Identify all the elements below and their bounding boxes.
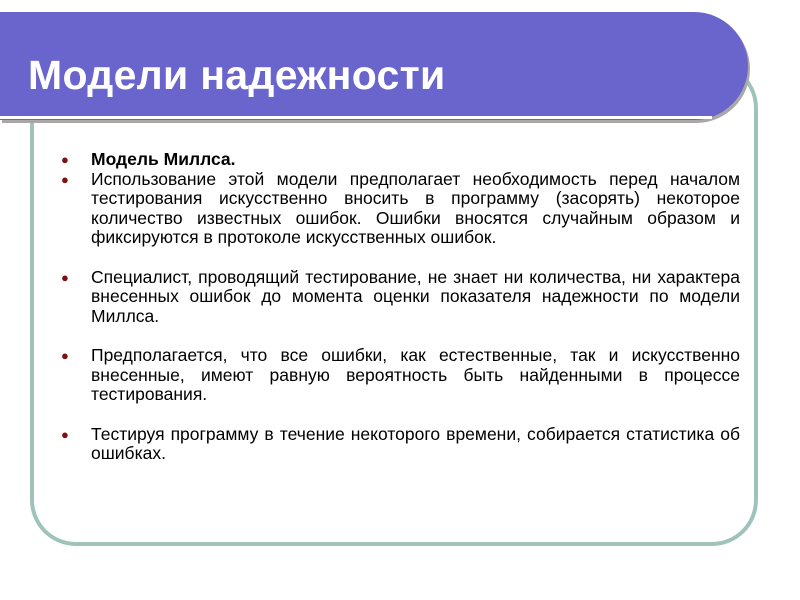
bullet-dot-icon: ● <box>61 426 69 442</box>
bullet-item-specialist <box>60 268 740 327</box>
slide-title: Модели надежности <box>28 52 446 98</box>
bullet-item-assumption <box>60 346 740 405</box>
bullet-text: Использование этой модели предполагает необходимость перед началом тестирования искусственно вносить в программу (засорять) некоторое количество известных ошибок. Ошибки вносятся случайным образом и фиксируются в протоколе искусственных ошибок. <box>91 168 740 247</box>
bullet-item-model-mills <box>60 150 740 170</box>
bullet-text: Модель Миллса. <box>91 149 236 169</box>
bullet-dot-icon: ● <box>61 152 69 167</box>
title-underline <box>0 116 712 119</box>
title-bar <box>0 12 748 120</box>
bullet-dot-icon: ● <box>61 171 69 187</box>
bullet-text: Предполагается, что все ошибки, как естественные, так и искусственно внесенные, имеют равную вероятность быть найденными в процессе тестирования. <box>91 345 740 404</box>
bullet-text: Специалист, проводящий тестирование, не знает ни количества, ни характера внесенных ошибок до момента оценки показателя надежности по модели Миллса. <box>91 266 740 326</box>
bullet-item-statistics <box>60 425 740 464</box>
bullet-item-usage <box>60 170 740 248</box>
bullet-dot-icon: ● <box>61 348 69 363</box>
bullet-dot-icon: ● <box>61 269 69 285</box>
bullet-text: Тестируя программу в течение некоторого времени, собирается статистика об ошибках. <box>91 423 740 463</box>
bullet-list <box>60 150 740 464</box>
